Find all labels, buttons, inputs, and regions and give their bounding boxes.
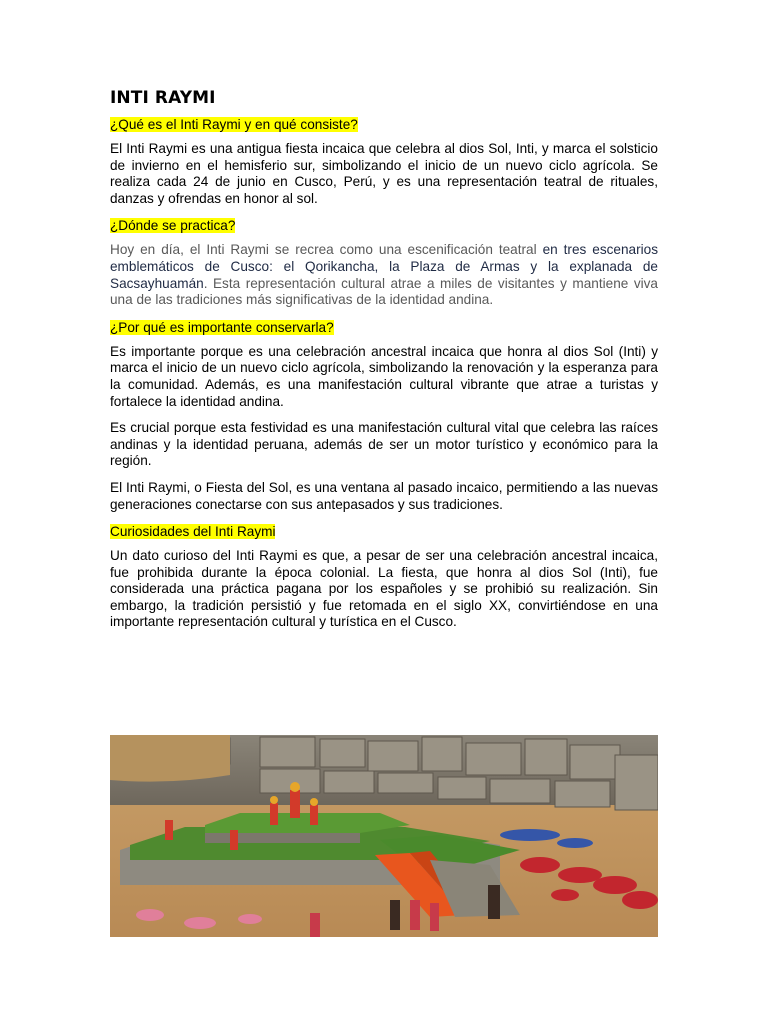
paragraph-where-venues: en tres escenarios emblemáticos de Cusco: el Qorikancha, la Plaza de Armas y la explanada de Sacsayhuamán	[110, 242, 658, 291]
paragraph-why-1: Es importante porque es una celebración ancestral incaica que honra al dios Sol (Inti) y marca el inicio de un nuevo ciclo agrícola, simbolizando la renovación y la esperanza para la comunidad. Además, es una manifestación cultural vibrante que atrae a turistas y fortalece la identidad andina.	[110, 343, 658, 409]
inti-raymi-photo	[110, 735, 658, 937]
document-title: INTI RAYMI	[110, 88, 216, 108]
highlighted-heading-text: ¿Dónde se practica?	[110, 218, 236, 234]
section-heading-what-is	[110, 116, 658, 133]
document-page	[110, 86, 658, 641]
highlighted-heading-text: Curiosidades del Inti Raymi	[110, 524, 276, 540]
paragraph-why-3: El Inti Raymi, o Fiesta del Sol, es una ventana al pasado incaico, permitiendo a las nuevas generaciones conectarse con sus antepasados y sus tradiciones.	[110, 479, 658, 512]
paragraph-what-is: El Inti Raymi es una antigua fiesta incaica que celebra al dios Sol, Inti, y marca el solsticio de invierno en el hemisferio sur, simbolizando el inicio de un nuevo ciclo agrícola. Se realiza cada 24 de junio en Cusco, Perú, y es una representación teatral de rituales, danzas y ofrendas en honor al sol.	[110, 141, 658, 206]
paragraph-where	[110, 242, 658, 308]
paragraph-where-intro: Hoy en día, el Inti Raymi se recrea como una escenificación teatral	[110, 242, 543, 258]
section-heading-where	[110, 217, 658, 234]
highlighted-heading-text: ¿Qué es el Inti Raymi y en qué consiste?	[110, 117, 358, 132]
paragraph-curiosities: Un dato curioso del Inti Raymi es que, a pesar de ser una celebración ancestral incaica, fue prohibida durante la época colonial. La fiesta, que honra al dios Sol (Inti), fue considerada una práctica pagana por los españoles y se prohibió su realización. Sin embargo, la tradición persistió y fue retomada en el siglo XX, convirtiéndose en una importante representación cultural y turística en el Cusco.	[110, 548, 658, 630]
section-heading-why-important	[110, 319, 658, 336]
section-heading-curiosities	[110, 523, 658, 540]
highlighted-heading-text: ¿Por qué es importante conservarla?	[110, 319, 334, 335]
paragraph-where-outro: . Esta representación cultural atrae a miles de visitantes y mantiene viva una de las tradiciones más significativas de la identidad andina.	[110, 275, 658, 308]
paragraph-why-2: Es crucial porque esta festividad es una manifestación cultural vital que celebra las raíces andinas y la identidad peruana, además de ser un motor turístico y económico para la región.	[110, 420, 658, 469]
